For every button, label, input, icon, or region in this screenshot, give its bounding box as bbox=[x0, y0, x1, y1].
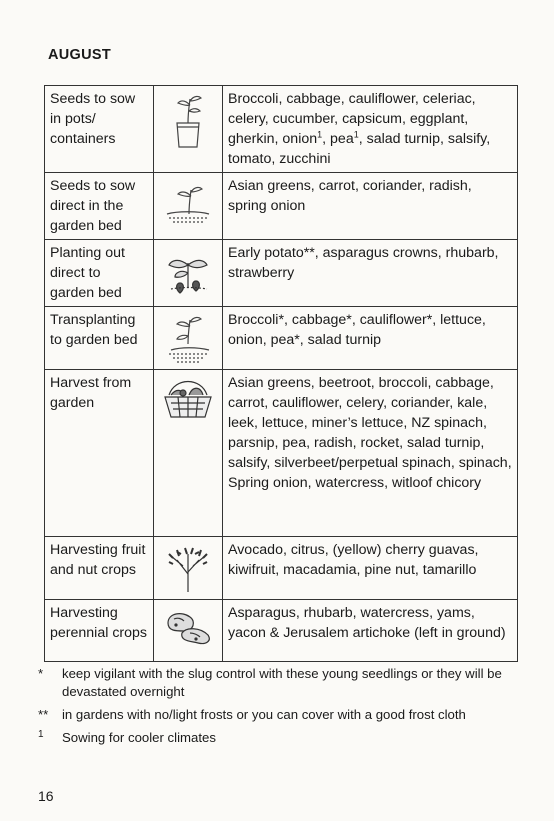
fruit-tree-icon bbox=[154, 537, 223, 600]
planting-calendar-table bbox=[44, 85, 518, 662]
table-row bbox=[45, 370, 518, 537]
crop-list: Avocado, citrus, (yellow) cherry guavas, kiwifruit, macadamia, pine nut, tamarillo bbox=[223, 537, 518, 600]
footnote-text: Sowing for cooler climates bbox=[62, 730, 216, 745]
crop-list: Broccoli, cabbage, cauliflower, celeriac, celery, cucumber, capsicum, eggplant, gherkin, onion$^1$, pea$^1$, salad turnip, salsify, tomato, zucchini bbox=[223, 86, 518, 173]
crop-list: Asian greens, beetroot, broccoli, cabbage, carrot, cauliflower, celery, coriander, kale, leek, lettuce, miner’s lettuce, NZ spinach, parsnip, pea, radish, rocket, salad turnip, salsify, silverbeet/perpetual spinach, spinach, Spring onion, watercress, witloof chicory bbox=[223, 370, 518, 537]
strawberry-plant-icon bbox=[154, 240, 223, 307]
crop-list: Asian greens, carrot, coriander, radish, spring onion bbox=[223, 173, 518, 240]
activity-label: Seeds to sow in pots/ containers bbox=[45, 86, 154, 173]
crop-list: Early potato**, asparagus crowns, rhubarb, strawberry bbox=[223, 240, 518, 307]
footnote-mark: 1 bbox=[38, 729, 44, 740]
table-row bbox=[45, 173, 518, 240]
footnote bbox=[38, 706, 518, 724]
footnote bbox=[38, 729, 518, 747]
tubers-icon bbox=[154, 600, 223, 662]
table-row bbox=[45, 537, 518, 600]
footnote bbox=[38, 665, 518, 701]
activity-label: Harvest from garden bbox=[45, 370, 154, 537]
seedling-in-pot-icon bbox=[154, 86, 223, 173]
footnote-mark: ** bbox=[38, 707, 49, 722]
activity-label: Harvesting fruit and nut crops bbox=[45, 537, 154, 600]
harvest-basket-icon bbox=[154, 370, 223, 537]
activity-label: Harvesting perennial crops bbox=[45, 600, 154, 662]
table-row bbox=[45, 240, 518, 307]
seedling-in-soil-icon bbox=[154, 173, 223, 240]
table-row bbox=[45, 307, 518, 370]
activity-label: Planting out direct to garden bed bbox=[45, 240, 154, 307]
transplant-seedling-icon bbox=[154, 307, 223, 370]
page-heading: AUGUST bbox=[48, 47, 112, 63]
footnote-text: in gardens with no/light frosts or you can cover with a good frost cloth bbox=[62, 707, 466, 722]
activity-label: Seeds to sow direct in the garden bed bbox=[45, 173, 154, 240]
table-row bbox=[45, 86, 518, 173]
footnote-text: keep vigilant with the slug control with these young seedlings or they will be devastated overnight bbox=[62, 666, 502, 699]
footnote-mark: * bbox=[38, 666, 44, 681]
table-row bbox=[45, 600, 518, 662]
activity-label: Transplanting to garden bed bbox=[45, 307, 154, 370]
page-number: 16 bbox=[38, 788, 54, 804]
crop-list: Broccoli*, cabbage*, cauliflower*, lettuce, onion, pea*, salad turnip bbox=[223, 307, 518, 370]
footnotes bbox=[38, 665, 518, 752]
crop-list: Asparagus, rhubarb, watercress, yams, yacon & Jerusalem artichoke (left in ground) bbox=[223, 600, 518, 662]
